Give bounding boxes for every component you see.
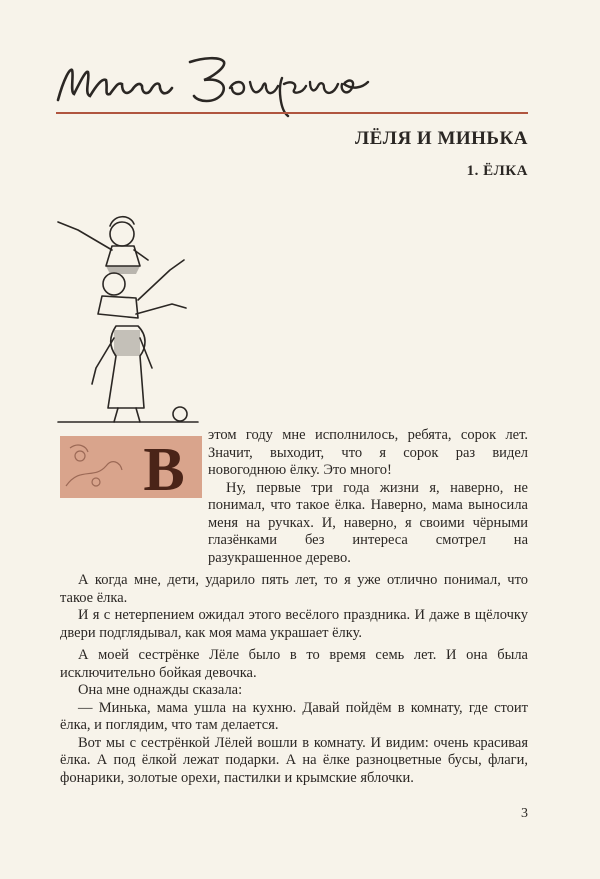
paragraph: Ну, первые три года жизни я, наверно, не понимал, что такое ёлка. Наверно, мама выносила меня на ручках. И, наверно, я своими чёрными глазёнками без интереса смотрел на разукрашенное дерево. xyxy=(208,479,528,566)
chapter-title: 1. ЁЛКА xyxy=(466,163,528,179)
paragraph: А моей сестрёнке Лёле было в то время семь лет. И она была исключительно бойкая девочка. xyxy=(60,647,528,681)
paragraph: этом году мне исполнилось, ребята, сорок лет. Значит, выходит, что я сорок раз видел новогоднюю ёлку. Это много! xyxy=(208,427,528,478)
story-text xyxy=(60,427,528,787)
paragraph: Вот мы с сестрёнкой Лёлей вошли в комнату. И видим: очень красивая ёлка. А под ёлкой лежат подарки. А на ёлке разноцветные бусы, флаги, фонарики, золотые орехи, пастилки и крымские яблочки. xyxy=(60,734,528,786)
signature-underline xyxy=(56,112,528,114)
paragraph: И я с нетерпением ожидал этого весёлого праздника. И даже в щёлочку двери подглядывал, как моя мама украшает ёлку. xyxy=(60,607,528,641)
author-signature xyxy=(52,48,372,118)
story-title: ЛЁЛЯ И МИНЬКА xyxy=(354,128,528,149)
drop-cap-letter: В xyxy=(143,436,185,498)
paragraph: — Минька, мама ушла на кухню. Давай пойдём в комнату, где стоит ёлка, и поглядим, что там делается. xyxy=(60,699,528,733)
paragraph: А когда мне, дети, ударило пять лет, то я уже отлично понимал, что такое ёлка. xyxy=(60,572,528,606)
page-number: 3 xyxy=(521,806,528,821)
children-illustration xyxy=(48,208,208,430)
paragraph: Она мне однажды сказала: xyxy=(78,682,243,698)
